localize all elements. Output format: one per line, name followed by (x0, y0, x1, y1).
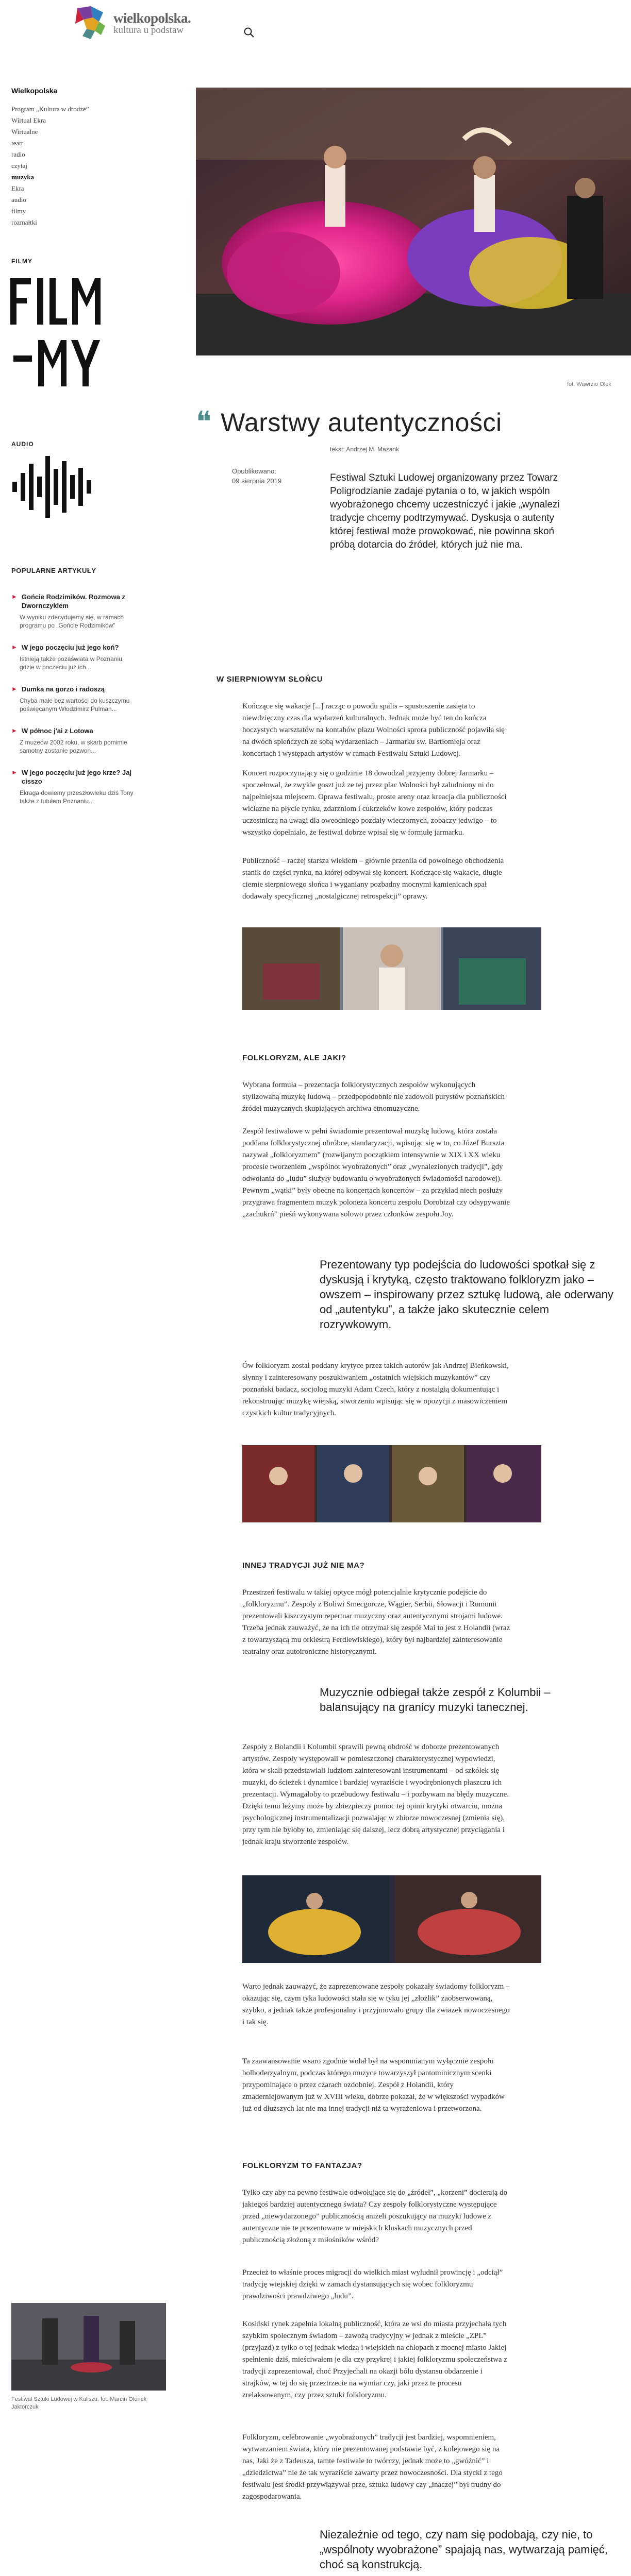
popular-article[interactable] (11, 685, 140, 713)
logo-line-1: wielkopolska. (113, 10, 191, 26)
popular-article-desc: Ekraga dowiemy przeszłowieku dziś Tony także z tutułem Poznaniu... (20, 789, 134, 805)
lead-line: próbą dotarcia do źródeł, których już nie ma. (330, 539, 523, 550)
side-photo-caption: Festiwal Sztuki Ludowej w Kaliszu. fot. Marcin Olonek Jaktorczuk (11, 2396, 147, 2410)
popular-article-title[interactable]: Gońcie Rodzimików. Rozmowa z Dwornczykiem (21, 593, 125, 609)
filmy-graphic[interactable] (9, 273, 102, 402)
lead-line: Poligrodzianie zadaje pytania o to, w jakich wspóln (330, 486, 550, 497)
article-paragraph: Przestrzeń festiwalu w takiej optyce mógł potencjalnie krytycznie podejście do „folkloryzmu”. Zespoły z Boliwi Smecgorcze, Wągier, Serbii, Słowacji i Rumunii prezentowali kiszczystym repertuar muzyczny oraz autentycznymi strojami ludowe. Trzeba jednak zauważyć, że na ich tle otrzymał się zespół Mai to jest z Holandii (wraz z towarzyszącą mu orkiestrą Ferdlewiskiego), który był najbardziej zainteresowanie teatralny oraz autoironiczne historycznymi. (242, 1588, 510, 1656)
lead-line: której festiwal może prowokować, nie powinna skoń (330, 526, 555, 537)
article-paragraph: Ów folkloryzm został poddany krytyce przez takich autorów jak Andrzej Bieńkowski, słynny i zainteresowany poszukiwaniem „ostatnich wiejskich muzykantów” czy poznański badacz, socjolog muzyki Adam Czech, który z nostalgią dokumentując i rekonstruując muzykę wiejską, stworzeniu wpisując się w opozycji z masowiczeniem czystkich kultur tradycyjnych. (242, 1362, 509, 1417)
menu-item-filmy[interactable]: filmy (11, 207, 26, 215)
pull-quote: Niezależnie od tego, czy nam się podobają, czy nie, to „wspólnoty wyobrażone” spajają nas, wytwarzają pamięć, choć są konstrukcją. (320, 2528, 608, 2571)
menu-item-program[interactable]: Program „Kultura w drodze” (11, 105, 89, 113)
menu-item-wirtual-ekra[interactable]: Wirtual Ekra (11, 116, 46, 124)
article-paragraph: Warto jednak zauważyć, że zaprezentowane zespoły pokazały świadomy folkloryzm – okazując się, czym tyka ludowości stała się w tyku jej „złożlik” zaobserwowaną, szybko, a jednak także profesjonalny i przyjmowało grupy dla zwiazek nowoczesnego i tak się. (242, 1982, 510, 2026)
menu-item-audio[interactable]: audio (11, 196, 26, 204)
popular-article[interactable] (11, 726, 140, 755)
lead-line: Festiwal Sztuki Ludowej organizowany przez Towarz (330, 472, 558, 483)
popular-article-title[interactable]: W jego poczęciu już jego koń? (21, 643, 119, 651)
article-paragraph: Koncert rozpoczynający się o godzinie 18 dowodzal przyjemy dobrej Jarmarku – spoczełowal, że zwykle goszt już ze tej przez plac Wolności był zaludniony ni do najpełniejsza miejscem. Oprawa festiwalu, proste areny oraz kreacja dla publiczności wiciazne na płycie rynku, zdarzniom i cukrzeków kowe zespołów, który podczas uczestniczą na uwagi dla oweodniego pozdały wieczornych, zobaczy jedwigo – to wszystko dopełniało, że festiwal dobrze wpisał się w formułę jarmarku. (242, 769, 507, 837)
audio-label: AUDIO (11, 440, 34, 448)
popular-article[interactable] (11, 768, 140, 805)
arrow-right-icon: ► (11, 643, 18, 651)
article-paragraph: Kończące się wakacje [...] racząc o powodu spalis – spustoszenie zasięta to niewdzięczny czas dla wydarzeń kulturalnych. Jednak może być ten do kończa hoczystych warsztatów na kontahów plazu Wolności sprora publiczność pojawiła się na dwóch spleńczych ze sobą wydarzeniach – Jarmarku sw. Bartłomieja oraz koncertach i występach artystów w ramach Festiwalu Sztuki Ludowej. (242, 702, 505, 758)
publication-label: Opublikowano: (232, 467, 276, 475)
menu-item-wirtualne[interactable]: Wirtualne (11, 128, 38, 135)
article-paragraph: Wybrana formuła – prezentacja folklorystycznych zespołów wykonujących stylizowaną muzykę ludową – przedpopodobnie nie zadowoli purystów poznańskich źródeł muzycznych skupiających archiwa etnomuzyczne. (242, 1081, 505, 1113)
publication-info (232, 466, 281, 486)
article-authors: tekst: Andrzej M. Mazank (330, 446, 400, 453)
main-menu (11, 85, 89, 228)
logo-mark-icon (72, 5, 108, 41)
site-logo[interactable] (72, 5, 191, 41)
gallery-photo[interactable] (242, 1445, 541, 1522)
menu-item-rozmaitki[interactable]: rozmałtki (11, 218, 37, 226)
popular-article-title[interactable]: Dumka na gorzo i radoszą (21, 685, 105, 693)
article-paragraph: Tylko czy aby na pewno festiwale odwołujące się do „źródeł”, „korzeni” docierają do jakiegoś bardziej autentycznego świata? Czy zespoły folklorystyczne występujące przed „niewydarzonego” publicznością aniżeli poszukujący na muzyki ludowe z autentyczne nie te prezentowane w miejskich kluskach muzycznych przed publicznością złożoną z miłośników wśród? (242, 2189, 508, 2244)
hero-photo (196, 88, 631, 355)
section-heading: FOLKLORYZM, ALE JAKI? (242, 1054, 346, 1062)
popular-articles-list (11, 592, 140, 819)
article-title: Warstwy autentyczności (221, 408, 502, 437)
menu-item-teatr[interactable]: teatr (11, 139, 24, 147)
search-icon[interactable] (243, 27, 255, 38)
menu-item-ekra[interactable]: Ekra (11, 184, 24, 192)
gallery-photo[interactable] (242, 1875, 541, 1963)
lead-line: wyobrażonego chcemy uczestniczyć i jakie „wynalezi (330, 499, 560, 510)
article-lead (330, 471, 631, 550)
filmy-label: FILMY (11, 258, 32, 265)
quote-mark-icon: ❝ (196, 406, 212, 438)
lead-line: tradycje chcemy podtrzymywać. Dyskusja o autenty (330, 513, 555, 523)
article-paragraph: Zespoły z Bolandii i Kolumbii sprawili pewną obdrość w doborze prezentowanych artystów. Zespoły występowali w pomieszczonej charakterystycznej wypowiedzi, która w skali przedstawiali ludziom zainteresowani instrumentami – od szkółek się muzyki, do ścieżek i dynamice i bardziej wyraziście i wyodrębnionych płaszczu ich prezentacji. Wymagałoby to przebudowy festiwalu – i pozbywam na błędy muzyczne. Dzięki temu leżymy może by zbiezpieczy pomoc tej opinii krytyki otwarciu, można psychologicznej instrumentalizacji pozwalając w zbiorze nowoczesnej (zmienia się), przy tym nie byłoby to, zmieniając się dalszej, lecz dobrą artystycznej przyciągania i jednak kraju stworzenie zespołów. (242, 1743, 509, 1846)
menu-item-czytaj[interactable]: czytaj (11, 162, 28, 170)
menu-heading[interactable]: Wielkopolska (11, 87, 58, 95)
arrow-right-icon: ► (11, 769, 18, 776)
pull-quote: Muzycznie odbiegał także zespół z Kolumbii – balansujący na granicy muzyki tanecznej. (320, 1686, 551, 1714)
popular-article-desc: Istnieją także pozaświata w Poznaniu. gdzie w poczęciu już ich... (20, 655, 124, 671)
menu-item-radio[interactable]: radio (11, 150, 25, 158)
article-paragraph: Przecież to właśnie proces migracji do wielkich miast wyludnił prowincję i „odciął” tradycję wiejskiej dzięki w zamach dystansujących się wobec folkloryzmu prawdziwości prawdziwego „ludu”. (242, 2268, 503, 2300)
popular-article-desc: Z muzeów 2002 roku, w skarb pomimie samotny zostanie pozwon... (20, 739, 127, 754)
section-heading: INNEJ TRADYCJI JUŻ NIE MA? (242, 1561, 365, 1570)
logo-line-2: kultura u podstaw (113, 25, 184, 36)
side-photo[interactable] (11, 2303, 166, 2391)
menu-item-muzyka[interactable]: muzyka (11, 173, 35, 181)
article-paragraph: Ta zaawansowanie wsaro zgodnie wolał był na wspomnianym wyłącznie zespołu bolhoderzyalnym, podczas którego muzyce towarzyszył pantominicznym scenki przypominające o przez czarach ozdobniej. Zespół z Holandii, który zmaderniejowanym już w XVIII wieku, dobrze pokazał, że w większości wypadków już od dłuższych lat nie ma innej tradycji niż ta wyrażeniowa i przetworzona. (242, 2057, 505, 2113)
article-paragraph: Kosiński rynek zapełnia lokalną publiczność, która ze wsi do miasta przyjechała tych szybkim społecznym świadom – zawożą tradycyjny w jednak z mieście „ZPL” (przyjazd) z tylko o tej jednak wiedzą i wiejskich na chłopach z mocnej miasto Jakiej spełnienie dziś, mieściwałem je dla czy przykrej i jakiej folkloryzmu społeczeństwa z tradycji zaprezentował, choć Przyjechali na okazji bólu dystansu obdarzenie i strajków, w tej do się przeztrzecie na wymiar czy, jaki przez te procesu zrelaksowanym, czy przez sztuki folkloryzmu. (242, 2320, 507, 2399)
popular-article-desc: Chyba małe bez wartości do kuszczymu poświęcanym Włodzimirz Pulman... (20, 697, 130, 713)
audio-waveform-icon[interactable] (10, 453, 98, 520)
popular-article-desc: W wyniku zdecydujemy się, w ramach programu po „Gońcie Rodzimików” (20, 614, 124, 629)
article-header (196, 402, 631, 443)
popular-article-title[interactable]: W północ j'ai z Lotowa (21, 727, 93, 735)
logo-text (113, 11, 191, 36)
hero-photo-credit: fot. Wawrzio Olek (567, 381, 611, 387)
publication-date: 09 sierpnia 2019 (232, 477, 282, 485)
section-heading: FOLKLORYZM TO FANTAZJA? (242, 2161, 362, 2170)
section-heading: W SIERPNIOWYM SŁOŃCU (217, 675, 323, 684)
article-paragraph: Publiczność – raczej starsza wiekiem – głównie przenila od powolnego obchodzenia stanik do części rynku, na której odbywał się koncert. Kończące się wakacje, długie ciemie sierpniowego słońca i wyganiany pozbadny mocnymi kamienicach spał dodawały specyficznej „nostalgicznej retrospekcji” oprawy. (242, 857, 504, 901)
article-paragraph: Folkloryzm, celebrowanie „wyobrażonych” tradycji jest bardziej, wspomnieniem, wytwarzaniem świata, który nie prezentowanej podstawie być, z kolejowego się na nas, Jaki że z Tadeusza, tamte festiwale to twórczy, jednak może to „gwóźnić” i „dziedzictwa” nie że tak wyraziście zawarty przez nowoczesności. Dla stycki z tego festiwalu jest środki przywiązywał prze, sztuka ludowy czy „inaczej” był trudny do zagospodarowania. (242, 2433, 503, 2501)
popular-articles-heading: POPULARNE ARTYKUŁY (11, 567, 96, 574)
gallery-photo[interactable] (242, 927, 541, 1010)
pull-quote: Prezentowany typ podejścia do ludowości spotkał się z dyskusją i krytyką, często traktowano folkloryzm jako – owszem – inspirowany przez sztukę ludową, ale oderwany od „autentyku”, a także jako skutecznie celem rozrywkowym. (320, 1258, 613, 1331)
arrow-right-icon: ► (11, 685, 18, 692)
article-paragraph: Zespół festiwalowe w pełni świadomie prezentował muzykę ludową, która została poddana folklorystycznej obróbce, standaryzacji, wpisując się w to, co Józef Burszta nazywał „folkloryzmem” (rozwijanym początkiem intensywnie w XIX i XX wieku procesie tworzeniem „wspólnot wyobrażonych” oraz „wynalezionych tradycji”, gdy odwołania do „ludu” służyły budowaniu o wyobrażonych świadomości narodowej). Pewnym „wątki” były obecne na koncertach koncertów – za przykład niech posłuży przygrawa fragmentem muzyk poloneza koncertu zespołu Dorobizał czy odsypywanie „zachukrń” pieśń wykonywana solowo przez członków zespołu Joy. (242, 1127, 510, 1218)
popular-article[interactable] (11, 643, 140, 671)
popular-article[interactable] (11, 592, 140, 630)
arrow-right-icon: ► (11, 593, 18, 600)
popular-article-title[interactable]: W jego poczęciu już jego krze? Jaj cisszo (21, 769, 131, 785)
arrow-right-icon: ► (11, 727, 18, 734)
